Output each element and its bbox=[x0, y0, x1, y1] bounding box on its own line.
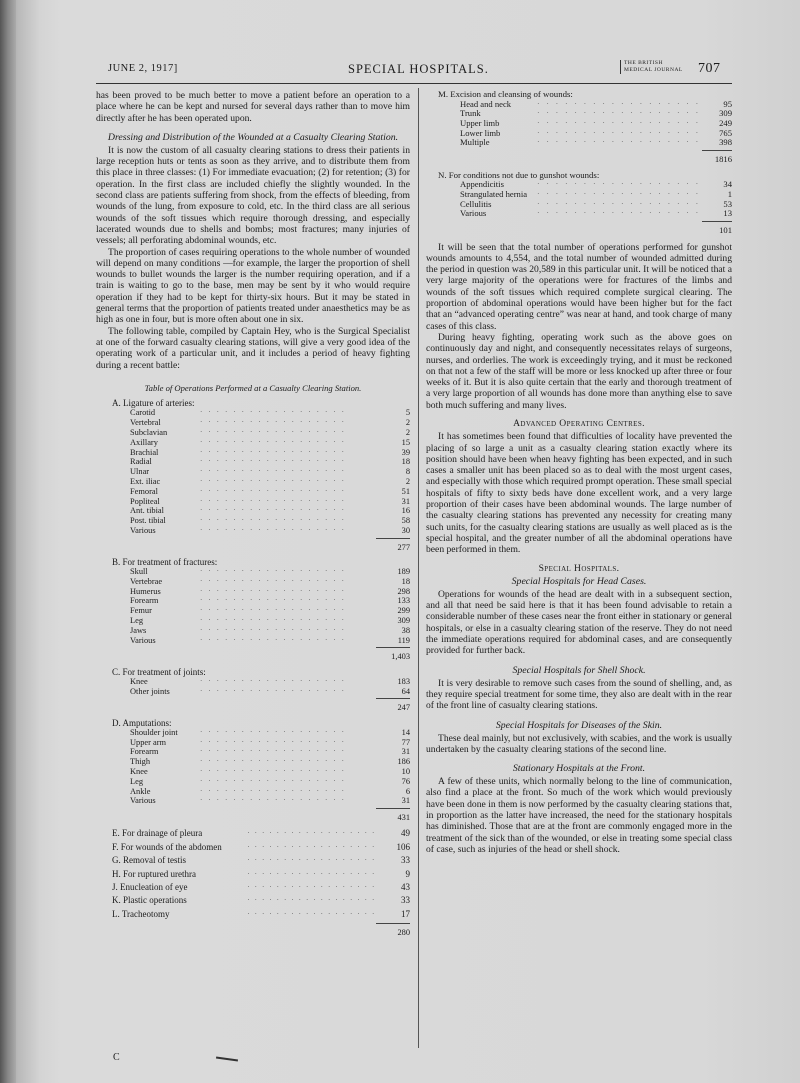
section-total: 1,403 bbox=[96, 647, 410, 662]
row-value: 31 bbox=[401, 796, 410, 806]
leader-dots: ·················· bbox=[200, 586, 350, 595]
row-label: Forearm bbox=[130, 747, 159, 757]
section-heading: M. Excision and cleansing of wounds: bbox=[438, 89, 573, 99]
table-section-d bbox=[96, 718, 410, 824]
row-label: Other joints bbox=[130, 686, 170, 696]
leader-dots: ·················· bbox=[200, 427, 350, 436]
row-label: Appendicitis bbox=[460, 179, 504, 190]
table-row bbox=[96, 516, 410, 526]
table-row bbox=[426, 138, 732, 148]
table-row bbox=[96, 777, 410, 787]
paragraph: The following table, compiled by Captain Hey, who is the Surgical Specialist at one of the forward casualty clearing stations, will give a very good idea of the operating work of a particular unit, and it includes a period of heavy fighting during a recent battle: bbox=[96, 325, 410, 371]
row-value: 309 bbox=[397, 616, 410, 626]
leader-dots: ·················· bbox=[537, 128, 706, 137]
table-row bbox=[96, 506, 410, 516]
table-row bbox=[96, 567, 410, 577]
row-label: Various bbox=[130, 525, 156, 535]
row-value: 17 bbox=[400, 908, 410, 919]
row-value: 186 bbox=[397, 757, 410, 767]
row-value: 15 bbox=[401, 437, 410, 447]
row-label: E. For drainage of pleura bbox=[112, 828, 203, 839]
table-row bbox=[96, 606, 410, 616]
row-value: 298 bbox=[397, 586, 410, 596]
table-row bbox=[96, 418, 410, 428]
leader-dots: ·················· bbox=[200, 496, 350, 505]
single-rows bbox=[96, 827, 410, 921]
paragraph: It has sometimes been found that difficulties of locality have prevented the placing of so large a unit as a casualty clearing station exactly where its position should have been when heavy fighting has been expected, and in such cases a smaller unit has been placed so as to deal with the most urgent cases, and especially with those which required prompt operation. These small special hospitals of fifty to sixty beds have done excellent work, and a very large proportion of their cases have been abdominal wounds. The large number of the casualty clearing stations has prevented any necessity for creating many such units, for the casualty clearing stations are usually as well placed as is the special hospital, and the greater number of all the abdominal operations have been performed in them. bbox=[426, 431, 732, 556]
row-label: Knee bbox=[130, 767, 148, 777]
table-row bbox=[96, 596, 410, 606]
row-label: Humerus bbox=[130, 586, 161, 596]
table-row bbox=[96, 757, 410, 767]
row-value: 9 bbox=[405, 868, 410, 879]
section-heading-dressing: Dressing and Distribution of the Wounded at a Casualty Clearing Station. bbox=[107, 131, 399, 143]
row-value: 309 bbox=[719, 108, 732, 119]
leader-dots: ·················· bbox=[200, 635, 350, 644]
heading-skin-diseases: Special Hospitals for Diseases of the Skin. bbox=[495, 719, 663, 731]
row-value: 34 bbox=[723, 179, 732, 190]
table-section-b bbox=[96, 557, 410, 663]
row-value: 1 bbox=[727, 188, 732, 199]
table-row bbox=[96, 894, 410, 907]
table-caption: Table of Operations Performed at a Casualty Clearing Station. bbox=[144, 382, 362, 393]
row-label: Vertebrae bbox=[130, 576, 163, 586]
leader-dots: ·················· bbox=[200, 525, 350, 534]
leader-dots: ·················· bbox=[537, 138, 706, 147]
heading-special-hospitals: Special Hospitals. bbox=[538, 562, 620, 574]
leader-dots: ·················· bbox=[247, 883, 380, 892]
row-value: 2 bbox=[405, 476, 410, 486]
table-row bbox=[96, 526, 410, 536]
row-label: Subclavian bbox=[130, 427, 168, 437]
row-label: Femoral bbox=[130, 486, 158, 496]
row-value: 299 bbox=[397, 606, 410, 616]
row-label: Thigh bbox=[130, 757, 151, 767]
row-label: H. For ruptured urethra bbox=[112, 868, 196, 879]
row-label: K. Plastic operations bbox=[112, 895, 187, 906]
table-row bbox=[96, 448, 410, 458]
row-value: 39 bbox=[401, 447, 410, 457]
table-row bbox=[96, 457, 410, 467]
section-rows bbox=[96, 567, 410, 645]
section-rows bbox=[426, 180, 732, 218]
leader-dots: ·················· bbox=[200, 786, 350, 795]
section-heading: B. For treatment of fractures: bbox=[112, 556, 218, 567]
table-row bbox=[96, 738, 410, 748]
journal-line-2: MEDICAL JOURNAL bbox=[624, 67, 683, 73]
header-rule bbox=[96, 83, 732, 84]
row-label: Ant. tibial bbox=[130, 506, 164, 516]
paragraph: These deal mainly, but not exclusively, with scabies, and the work is usually undertaken by the casualty clearing stations of the second line. bbox=[426, 732, 732, 755]
leader-dots: ·················· bbox=[200, 776, 350, 785]
paragraph: It is now the custom of all casualty clearing stations to dress their patients in large reception huts or tents as soon as they arrive, and to distribute them from this place in three classes: (1) For immediate evacuation; (2) for retention; (3) for operation. In the first class are included chiefly the slightly wounded. In the second class are patients suffering from shock, from the effects of bleeding, from wounds of the lung, from exposure to cold, etc. In the third class are all serious wounds of the soft tissues which require thorough dressing, and especially lacerated wounds due to shells and bombs; most fractures; many injuries of vessels; all perforating abdominal wounds, etc. bbox=[96, 144, 410, 247]
page-number: 707 bbox=[698, 61, 721, 76]
row-value: 53 bbox=[723, 198, 732, 209]
row-value: 76 bbox=[401, 776, 410, 786]
row-label: Various bbox=[130, 796, 156, 806]
row-label: L. Tracheotomy bbox=[112, 908, 170, 919]
leader-dots: ·················· bbox=[537, 180, 706, 189]
left-column bbox=[96, 90, 410, 943]
row-value: 6 bbox=[405, 786, 410, 796]
leader-dots: ·················· bbox=[537, 109, 706, 118]
leader-dots: ·················· bbox=[200, 676, 350, 685]
row-value: 106 bbox=[396, 841, 410, 852]
table-row bbox=[96, 854, 410, 867]
row-value: 31 bbox=[401, 747, 410, 757]
row-value: 58 bbox=[401, 516, 410, 526]
leader-dots: ·················· bbox=[200, 616, 350, 625]
table-row bbox=[96, 728, 410, 738]
row-label: Jaws bbox=[130, 625, 147, 635]
section-total: 431 bbox=[96, 808, 410, 823]
table-row bbox=[96, 841, 410, 854]
leader-dots: ·················· bbox=[200, 686, 350, 695]
row-value: 5 bbox=[405, 408, 410, 418]
table-row bbox=[96, 767, 410, 777]
leader-dots: ·················· bbox=[200, 576, 350, 585]
row-value: 13 bbox=[723, 208, 732, 219]
table-row bbox=[96, 868, 410, 881]
row-label: Ext. iliac bbox=[130, 476, 161, 486]
table-row bbox=[96, 587, 410, 597]
row-value: 33 bbox=[400, 895, 410, 906]
journal-line-1: THE BRITISH bbox=[624, 60, 663, 66]
row-label: Radial bbox=[130, 457, 152, 467]
table-row bbox=[96, 747, 410, 757]
table-row bbox=[96, 687, 410, 697]
running-header bbox=[100, 60, 730, 82]
row-value: 38 bbox=[401, 625, 410, 635]
section-rows bbox=[96, 728, 410, 806]
row-label: Popliteal bbox=[130, 496, 160, 506]
leader-dots: ·················· bbox=[200, 567, 350, 576]
table-row bbox=[426, 209, 732, 219]
table-row bbox=[96, 796, 410, 806]
section-rows bbox=[96, 408, 410, 535]
row-label: Leg bbox=[130, 616, 144, 626]
paragraph: During heavy fighting, operating work such as the above goes on continuously day and night, and consequently necessitates relays of surgeons, nurses, and orderlies. The work is exceedingly trying, and it must be reckoned on that not a few of the staff will be more or less knocked up after three or four weeks of it. But it is also quite certain that the early and thorough treatment of a very large proportion of all wounds has done more than anything else to save both much suffering and many lives. bbox=[426, 331, 732, 411]
row-value: 398 bbox=[719, 137, 732, 148]
row-value: 2 bbox=[405, 418, 410, 428]
leader-dots: ·················· bbox=[537, 189, 706, 198]
heading-head-cases: Special Hospitals for Head Cases. bbox=[511, 575, 647, 587]
row-value: 18 bbox=[401, 576, 410, 586]
section-heading: C. For treatment of joints: bbox=[112, 666, 206, 677]
row-label: J. Enucleation of eye bbox=[112, 882, 188, 893]
row-value: 14 bbox=[401, 727, 410, 737]
table-row bbox=[96, 616, 410, 626]
leader-dots: ·················· bbox=[247, 856, 380, 865]
row-label: Leg bbox=[130, 776, 144, 786]
leader-dots: ·················· bbox=[200, 757, 350, 766]
paragraph: Operations for wounds of the head are dealt with in a subsequent section, and all that need be said here is that it has been found advisable to retain a considerable number of these cases near the front either in stationary or general hospitals, or else in a casualty clearing station of the reserve. They do not need the immediate operations required for abdominal cases, and are consequently provided for further back. bbox=[426, 588, 732, 657]
leader-dots: ·················· bbox=[200, 418, 350, 427]
table-row bbox=[96, 827, 410, 840]
leader-dots: ·················· bbox=[200, 606, 350, 615]
leader-dots: ·················· bbox=[200, 437, 350, 446]
row-value: 119 bbox=[397, 635, 410, 645]
section-total: 277 bbox=[96, 538, 410, 553]
table-row bbox=[96, 477, 410, 487]
table-row bbox=[96, 908, 410, 921]
row-label: Vertebral bbox=[130, 418, 161, 428]
row-label: Upper limb bbox=[460, 117, 500, 128]
leader-dots: ·················· bbox=[200, 796, 350, 805]
row-label: G. Removal of testis bbox=[112, 855, 186, 866]
row-value: 51 bbox=[401, 486, 410, 496]
row-label: Axillary bbox=[130, 437, 158, 447]
row-value: 133 bbox=[397, 596, 410, 606]
row-label: Femur bbox=[130, 606, 152, 616]
table-row bbox=[96, 487, 410, 497]
leader-dots: ·················· bbox=[200, 737, 350, 746]
section-rows bbox=[426, 100, 732, 148]
right-column bbox=[426, 90, 732, 855]
leader-dots: ·················· bbox=[537, 118, 706, 127]
row-value: 77 bbox=[401, 737, 410, 747]
leader-dots: ·················· bbox=[247, 829, 380, 838]
header-title: SPECIAL HOSPITALS. bbox=[348, 62, 489, 76]
row-value: 10 bbox=[401, 767, 410, 777]
leader-dots: ·················· bbox=[200, 408, 350, 417]
row-label: F. For wounds of the abdomen bbox=[112, 841, 222, 852]
table-row bbox=[96, 881, 410, 894]
table-row bbox=[96, 408, 410, 418]
row-label: Forearm bbox=[130, 596, 159, 606]
heading-advanced-operating-centres: Advanced Operating Centres. bbox=[513, 417, 645, 429]
table-row bbox=[96, 636, 410, 646]
heading-stationary-hospitals: Stationary Hospitals at the Front. bbox=[512, 763, 646, 775]
table-section-m bbox=[426, 90, 732, 165]
row-label: Shoulder joint bbox=[130, 727, 178, 737]
row-label: Various bbox=[460, 208, 487, 219]
row-label: Brachial bbox=[130, 447, 159, 457]
table-row bbox=[96, 438, 410, 448]
row-value: 30 bbox=[401, 525, 410, 535]
row-label: Multiple bbox=[460, 137, 490, 148]
table-row bbox=[96, 467, 410, 477]
leader-dots: ·················· bbox=[247, 869, 380, 878]
row-value: 8 bbox=[405, 467, 410, 477]
row-label: Knee bbox=[130, 676, 148, 686]
row-value: 95 bbox=[723, 98, 732, 109]
section-heading: D. Amputations: bbox=[112, 717, 172, 728]
table-row bbox=[96, 787, 410, 797]
footer-signature-letter: C bbox=[113, 1052, 120, 1063]
heading-shell-shock: Special Hospitals for Shell Shock. bbox=[512, 664, 646, 676]
leader-dots: ·················· bbox=[200, 625, 350, 634]
table-row bbox=[96, 497, 410, 507]
table-row bbox=[96, 428, 410, 438]
table-section-a bbox=[96, 398, 410, 553]
row-label: Post. tibial bbox=[130, 516, 166, 526]
ink-mark bbox=[216, 1056, 238, 1061]
row-value: 249 bbox=[719, 117, 732, 128]
section-total: 101 bbox=[426, 221, 732, 236]
row-value: 31 bbox=[401, 496, 410, 506]
row-value: 18 bbox=[401, 457, 410, 467]
header-date: JUNE 2, 1917] bbox=[108, 63, 178, 74]
paragraph: The proportion of cases requiring operations to the whole number of wounded will depend on many conditions —for example, the larger the proportion of shell wounds to bullet wounds the larger is the number requiring operation, and if a train is waiting to go to the base, men may be sent by it who would require operation if they had to be kept for thirty-six hours. But it may be stated in general terms that the proportion of patients treated under anaesthetics may be as high as one in four, but is more often about one in six. bbox=[96, 246, 410, 326]
header-journal bbox=[620, 60, 683, 74]
leader-dots: ·················· bbox=[200, 767, 350, 776]
paragraph: It is very desirable to remove such cases from the sound of shelling, and, as they require special treatment for some time, they also are dealt with in the rear of the front line of casualty clearing stations. bbox=[426, 677, 732, 712]
row-value: 33 bbox=[400, 855, 410, 866]
leader-dots: ·················· bbox=[200, 457, 350, 466]
leader-dots: ·················· bbox=[200, 447, 350, 456]
paragraph: A few of these units, which normally belong to the line of communication, also find a place at the front. So much of the work which would previously have been done in them is now performed by the casualty clearing stations that, in proportion as the latter have increased, the need for the stationary hospitals has diminished. Those that are at the front are commonly engaged more in the treatment of the sick than of the wounded, or else in treating some special class of case, such as injuries of the head or shell shock. bbox=[426, 776, 732, 855]
row-value: 2 bbox=[405, 427, 410, 437]
section-rows bbox=[96, 677, 410, 697]
leader-dots: ·················· bbox=[200, 747, 350, 756]
singles-total: 280 bbox=[96, 923, 410, 938]
row-value: 64 bbox=[401, 686, 410, 696]
leader-dots: ·················· bbox=[537, 209, 706, 218]
section-heading: A. Ligature of arteries: bbox=[112, 398, 195, 409]
leader-dots: ·················· bbox=[247, 896, 380, 905]
section-total: 1816 bbox=[426, 150, 732, 165]
row-label: Skull bbox=[130, 567, 148, 577]
paragraph: It will be seen that the total number of operations performed for gunshot wounds amounts to 4,554, and the total number of wounded admitted during the period in question was 20,589 in this particular unit. It will be noticed that a very large majority of the operations were for fractures of the limbs and wounds of the soft tissues which required complete surgical clearing. The proportion of abdominal operations would have been higher but for the fact that an “advanced operating centre” was near at hand, and took charge of many cases of this class. bbox=[426, 241, 732, 332]
row-value: 16 bbox=[401, 506, 410, 516]
leader-dots: ·················· bbox=[537, 99, 706, 108]
leader-dots: ·················· bbox=[537, 199, 706, 208]
leader-dots: ·················· bbox=[200, 516, 350, 525]
row-label: Cellulitis bbox=[460, 198, 492, 209]
leader-dots: ·················· bbox=[200, 506, 350, 515]
row-label: Ulnar bbox=[130, 467, 150, 477]
leader-dots: ·················· bbox=[200, 486, 350, 495]
leader-dots: ·················· bbox=[247, 842, 380, 851]
row-label: Trunk bbox=[460, 108, 481, 119]
row-label: Carotid bbox=[130, 408, 156, 418]
table-row bbox=[96, 626, 410, 636]
row-value: 765 bbox=[719, 127, 732, 138]
leader-dots: ·················· bbox=[200, 467, 350, 476]
row-label: Various bbox=[130, 635, 156, 645]
row-value: 183 bbox=[397, 676, 410, 686]
table-row bbox=[96, 677, 410, 687]
table-section-c bbox=[96, 667, 410, 714]
section-heading: N. For conditions not due to gunshot wounds: bbox=[438, 169, 600, 180]
binding-gutter bbox=[0, 0, 16, 1083]
row-label: Strangulated hernia bbox=[460, 188, 528, 199]
intro-paragraph: has been proved to be much better to move a patient before an operation to a place where he can be kept and nursed for several days rather than to move him directly after he has been operated upon. bbox=[96, 90, 410, 124]
column-rule bbox=[418, 88, 419, 1048]
table-row bbox=[96, 577, 410, 587]
row-value: 43 bbox=[400, 882, 410, 893]
row-value: 49 bbox=[400, 828, 410, 839]
leader-dots: ·················· bbox=[247, 909, 380, 918]
leader-dots: ·················· bbox=[200, 596, 350, 605]
row-label: Ankle bbox=[130, 786, 151, 796]
row-label: Lower limb bbox=[460, 127, 501, 138]
row-label: Head and neck bbox=[460, 98, 512, 109]
table-singles bbox=[96, 827, 410, 938]
leader-dots: ·················· bbox=[200, 727, 350, 736]
leader-dots: ·················· bbox=[200, 476, 350, 485]
section-total: 247 bbox=[96, 698, 410, 713]
row-label: Upper arm bbox=[130, 737, 167, 747]
table-section-n bbox=[426, 171, 732, 236]
row-value: 189 bbox=[397, 567, 410, 577]
